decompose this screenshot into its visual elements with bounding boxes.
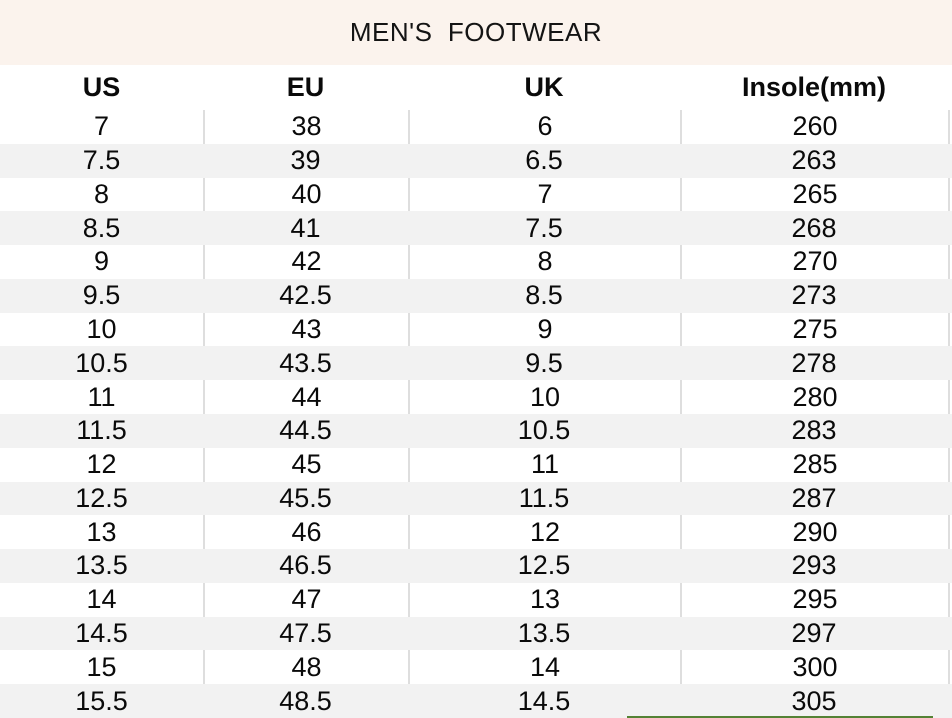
table-row — [0, 211, 952, 245]
table-body — [0, 110, 952, 718]
table-cell: 14.5 — [517, 685, 571, 716]
table-cell: 10.5 — [75, 347, 128, 378]
table-cell: 13 — [408, 583, 680, 617]
table-cell: 43.5 — [279, 347, 332, 378]
table-cell: 42.5 — [279, 280, 332, 311]
table-cell: 38 — [203, 110, 408, 144]
table-cell: 11.5 — [518, 482, 570, 513]
table-cell: 8 — [408, 245, 680, 279]
table-right-edge-spacer — [948, 549, 952, 583]
table-cell: 293 — [791, 550, 837, 581]
table-right-edge-spacer — [948, 380, 952, 414]
table-cell: 45 — [203, 448, 408, 482]
table-right-edge-spacer — [948, 245, 952, 279]
table-row — [0, 617, 952, 651]
table-cell: 41 — [290, 212, 321, 243]
table-cell: 9.5 — [525, 347, 563, 378]
table-cell: 13 — [86, 516, 117, 547]
table-cell: 295 — [680, 583, 948, 617]
table-right-edge-spacer — [948, 482, 952, 516]
table-cell: 15 — [86, 651, 117, 682]
table-row — [0, 448, 952, 482]
table-right-edge-spacer — [948, 414, 952, 448]
table-right-edge-spacer — [948, 144, 952, 178]
table-cell: 44 — [203, 380, 408, 414]
table-row — [0, 482, 952, 516]
table-row — [0, 279, 952, 313]
table-right-edge-spacer — [948, 617, 952, 651]
table-cell: 275 — [680, 313, 948, 347]
table-cell: 13.5 — [75, 550, 128, 581]
table-right-edge-spacer — [948, 346, 952, 380]
table-cell: 45.5 — [279, 482, 332, 513]
table-cell: 285 — [680, 448, 948, 482]
table-cell: 47.5 — [279, 618, 332, 649]
table-row — [0, 178, 952, 212]
table-cell: 10 — [408, 380, 680, 414]
table-row — [0, 110, 952, 144]
table-row — [0, 414, 952, 448]
table-right-edge-spacer — [948, 448, 952, 482]
table-cell: 12 — [86, 449, 117, 480]
table-cell: 7.5 — [525, 212, 563, 243]
table-row — [0, 346, 952, 380]
table-cell: 15.5 — [75, 685, 128, 716]
table-right-edge-spacer — [948, 684, 952, 718]
table-row — [0, 515, 952, 549]
table-cell: 12.5 — [75, 482, 128, 513]
table-cell: 280 — [680, 380, 948, 414]
table-cell: 46.5 — [279, 550, 332, 581]
table-cell: 13.5 — [517, 618, 571, 649]
table-row — [0, 549, 952, 583]
table-cell: 283 — [791, 415, 837, 446]
table-cell: 7 — [93, 111, 110, 142]
table-cell: 290 — [680, 515, 948, 549]
table-right-edge-spacer — [948, 178, 952, 212]
table-right-edge-spacer — [948, 279, 952, 313]
table-cell: 8 — [93, 178, 110, 209]
table-cell: 265 — [680, 178, 948, 212]
table-cell: 8.5 — [525, 280, 563, 311]
table-cell: 11 — [87, 381, 116, 412]
table-cell: 305 — [791, 685, 837, 716]
table-cell: 14.5 — [75, 618, 128, 649]
table-cell: 6 — [408, 110, 680, 144]
chart-title: MEN'S FOOTWEAR — [349, 17, 603, 47]
table-right-edge-spacer — [948, 313, 952, 347]
table-cell: 48 — [203, 650, 408, 684]
table-right-edge-spacer — [948, 650, 952, 684]
table-right-edge-spacer — [948, 583, 952, 617]
table-cell: 11.5 — [76, 415, 127, 446]
table-cell: 44.5 — [279, 415, 332, 446]
table-cell: 12 — [408, 515, 680, 549]
column-header-eu: EU — [286, 72, 325, 102]
table-row — [0, 684, 952, 718]
table-cell: 7.5 — [82, 145, 121, 176]
table-cell: 278 — [791, 347, 837, 378]
table-cell: 47 — [203, 583, 408, 617]
table-row — [0, 650, 952, 684]
table-cell: 9 — [93, 246, 110, 277]
table-right-edge-spacer — [948, 211, 952, 245]
table-cell: 42 — [203, 245, 408, 279]
table-cell: 12.5 — [517, 550, 571, 581]
table-cell: 297 — [791, 618, 837, 649]
table-cell: 268 — [791, 212, 837, 243]
table-cell: 14 — [408, 650, 680, 684]
chart-title-band — [0, 0, 952, 65]
table-right-edge-spacer — [948, 515, 952, 549]
table-cell: 270 — [680, 245, 948, 279]
table-cell: 263 — [791, 145, 837, 176]
table-cell: 9.5 — [82, 280, 121, 311]
table-cell: 40 — [203, 178, 408, 212]
column-header-us: US — [82, 72, 121, 102]
table-cell: 300 — [680, 650, 948, 684]
table-header-row — [0, 65, 952, 110]
column-header-uk: UK — [524, 72, 564, 102]
table-row — [0, 583, 952, 617]
table-cell: 9 — [408, 313, 680, 347]
table-cell: 48.5 — [279, 685, 332, 716]
table-cell: 43 — [203, 313, 408, 347]
column-header-insolemm: Insole(mm) — [741, 72, 887, 102]
table-cell: 10 — [86, 314, 117, 345]
table-cell: 39 — [290, 145, 321, 176]
table-row — [0, 313, 952, 347]
table-cell: 14 — [86, 584, 117, 615]
table-cell: 8.5 — [82, 212, 121, 243]
table-cell: 6.5 — [525, 145, 563, 176]
table-row — [0, 380, 952, 414]
table-cell: 273 — [791, 280, 837, 311]
table-right-edge-spacer — [948, 110, 952, 144]
table-row — [0, 245, 952, 279]
table-cell: 11 — [408, 448, 680, 482]
table-row — [0, 144, 952, 178]
table-cell: 10.5 — [517, 415, 571, 446]
table-cell: 46 — [203, 515, 408, 549]
table-cell: 260 — [680, 110, 948, 144]
table-cell: 7 — [408, 178, 680, 212]
table-cell: 287 — [791, 482, 837, 513]
